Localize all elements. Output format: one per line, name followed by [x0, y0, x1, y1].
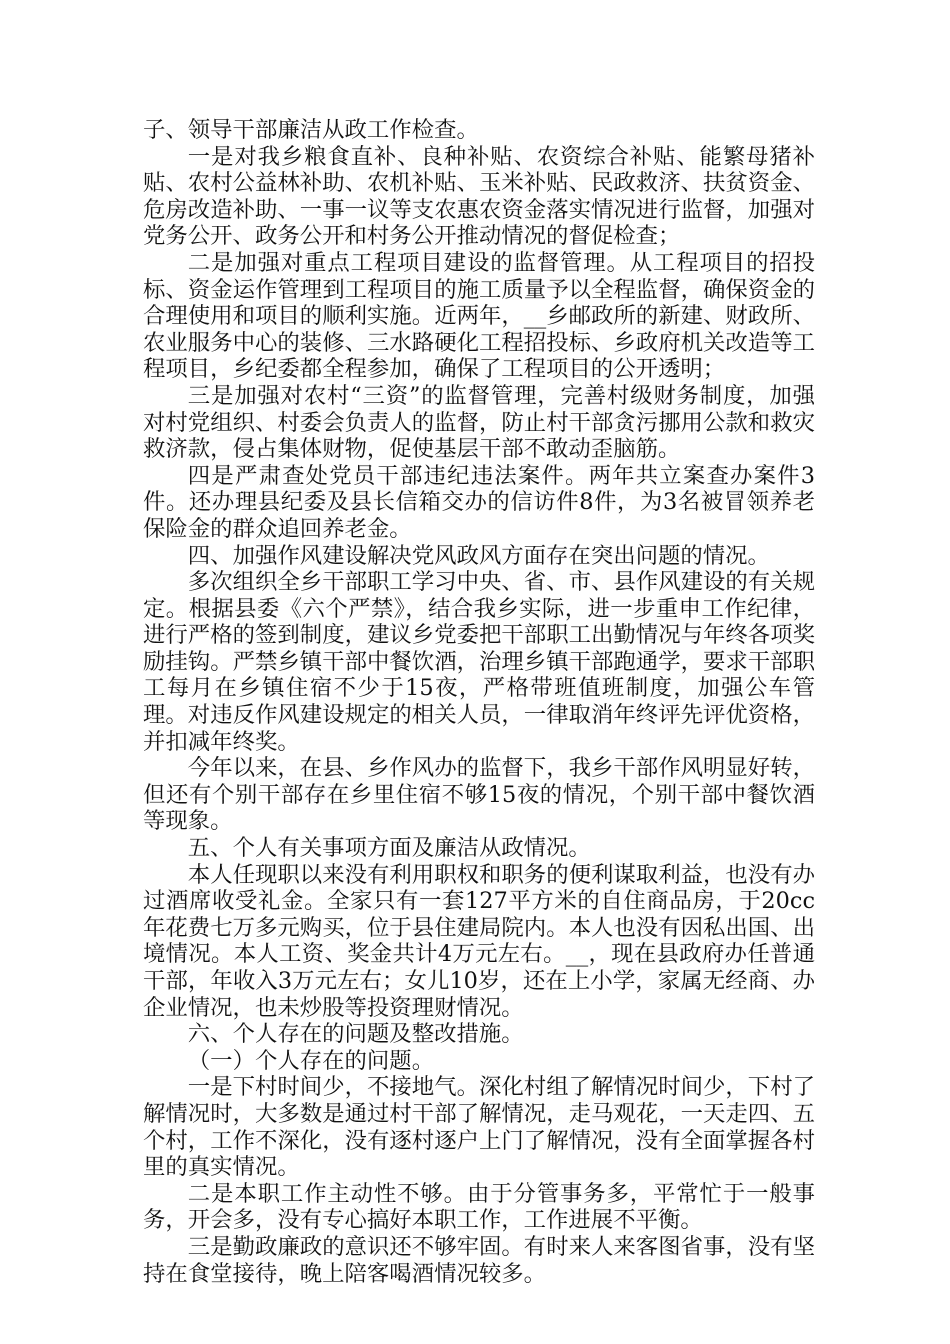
document-body [143, 117, 815, 1287]
paragraph-14: 二是本职工作主动性不够。由于分管事务多，平常忙于一般事务，开会多，没有专心搞好本职工作，工作进展不平衡。 [143, 1180, 815, 1234]
paragraph-1: 子、领导干部廉洁从政工作检查。 [143, 117, 479, 143]
paragraph-5: 四是严肃查处党员干部违纪违法案件。两年共立案查办案件3件。还办理县纪委及县长信箱交办的信访件8件，为3名被冒领养老保险金的群众追回养老金。 [143, 462, 815, 542]
paragraph-4: 三是加强对农村“三资”的监督管理，完善村级财务制度，加强对村党组织、村委会负责人的监督，防止村干部贪污挪用公款和救灾救济款，侵占集体财物，促使基层干部不敢动歪脑筋。 [143, 382, 815, 463]
paragraph-3: 二是加强对重点工程项目建设的监督管理。从工程项目的招投标、资金运作管理到工程项目的施工质量予以全程监督，确保资金的合理使用和项目的顺利实施。近两年，__乡邮政所的新建、财政所、农业服务中心的装修、三水路硬化工程招投标、乡政府机关改造等工程项目，乡纪委都全程参加，确保了工程项目的公开透明； [143, 249, 815, 383]
paragraph-8: 今年以来，在县、乡作风办的监督下，我乡干部作风明显好转，但还有个别干部存在乡里住宿不够15夜的情况，个别干部中餐饮酒等现象。 [143, 755, 815, 835]
section-heading-6: 六、个人存在的问题及整改措施。 [187, 1021, 524, 1048]
section-heading-4: 四、加强作风建设解决党风政风方面存在突出问题的情况。 [187, 542, 770, 569]
paragraph-15: 三是勤政廉政的意识还不够牢固。有时来人来客图省事，没有坚持在食堂接待，晚上陪客喝酒情况较多。 [143, 1233, 815, 1287]
paragraph-2: 一是对我乡粮食直补、良种补贴、农资综合补贴、能繁母猪补贴、农村公益林补助、农机补贴、玉米补贴、民政救济、扶贫资金、危房改造补助、一事一议等支农惠农资金落实情况进行监督，加强对党务公开、政务公开和村务公开推动情况的督促检查； [143, 143, 815, 250]
paragraph-7: 多次组织全乡干部职工学习中央、省、市、县作风建设的有关规定。根据县委《六个严禁》，结合我乡实际，进一步重申工作纪律，进行严格的签到制度，建议乡党委把干部职工出勤情况与年终各项奖励挂钩。严禁乡镇干部中餐饮酒，治理乡镇干部跑通学，要求干部职工每月在乡镇住宿不少于15夜，严格带班值班制度，加强公车管理。对违反作风建设规定的相关人员，一律取消年终评先评优资格，并扣减年终奖。 [143, 569, 815, 755]
section-heading-5: 五、个人有关事项方面及廉洁从政情况。 [187, 835, 591, 862]
paragraph-10: 本人任现职以来没有利用职权和职务的便利谋取利益，也没有办过酒席收受礼金。全家只有一套127平方米的自住商品房，于20cc年花费七万多元购买，位于县住建局院内。本人也没有因私出国、出境情况。本人工资、奖金共计4万元左右。__，现在县政府办任普通干部，年收入3万元左右；女儿10岁，还在上小学，家属无经商、办企业情况，也未炒股等投资理财情况。 [143, 861, 815, 1021]
paragraph-13: 一是下村时间少，不接地气。深化村组了解情况时间少，下村了解情况时，大多数是通过村干部了解情况，走马观花，一天走四、五个村，工作不深化，没有逐村逐户上门了解情况，没有全面掌握各村里的真实情况。 [143, 1074, 815, 1181]
subsection-heading-1: （一）个人存在的问题。 [187, 1047, 435, 1074]
